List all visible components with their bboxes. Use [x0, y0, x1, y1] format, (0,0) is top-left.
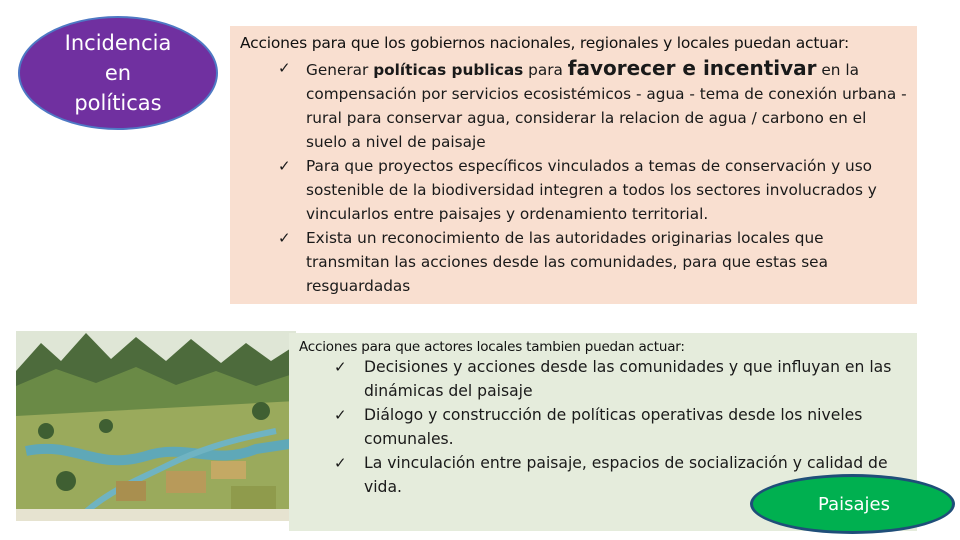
local-actions-heading: Acciones para que actores locales tambien puedan actuar:: [299, 339, 685, 355]
list-item: [299, 403, 907, 451]
check-icon: ✓: [334, 358, 347, 376]
item-mid-text: para: [523, 61, 568, 79]
government-actions-panel: [230, 26, 917, 304]
paisajes-label: Paisajes: [818, 493, 890, 515]
paisajes-oval: [750, 474, 955, 534]
check-icon: ✓: [278, 157, 291, 175]
list-item: [299, 355, 907, 403]
list-item: [240, 56, 907, 154]
landscape-image: [16, 331, 296, 521]
item-rest-text: en la compensación por servicios ecosistémicos - agua - tema de conexión urbana - rural para conservar agua, considerar la relacion de agua / carbono en el suelo a nivel de paisaje: [306, 61, 907, 151]
title-line-2: en: [104, 61, 132, 85]
item-prefix: Generar: [306, 61, 374, 79]
check-icon: ✓: [334, 406, 347, 424]
check-icon: ✓: [278, 229, 291, 247]
check-icon: ✓: [334, 454, 347, 472]
item-text: Para que proyectos específicos vinculados a temas de conservación y uso sostenible de la biodiversidad integren a todos los sectores involucrados y vincularlos entre paisajes y ordenamiento territorial.: [306, 157, 877, 223]
title-line-1: Incidencia: [64, 31, 172, 55]
title-oval: [18, 16, 218, 130]
item-bold-text: políticas publicas: [373, 61, 524, 79]
government-actions-heading: Acciones para que los gobiernos nacionales, regionales y locales puedan actuar:: [240, 34, 850, 52]
item-text: Decisiones y acciones desde las comunidades y que influyan en las dinámicas del paisaje: [364, 358, 892, 400]
government-actions-list: [240, 56, 907, 298]
landscape-illustration: [16, 331, 296, 521]
title-line-3: políticas: [74, 91, 162, 115]
item-text: La vinculación entre paisaje, espacios de socialización y calidad de vida.: [364, 454, 888, 496]
check-icon: ✓: [278, 59, 291, 77]
item-emphasis-text: favorecer e incentivar: [567, 56, 817, 80]
list-item: [240, 154, 907, 226]
list-item: [240, 226, 907, 298]
item-text: Diálogo y construcción de políticas operativas desde los niveles comunales.: [364, 406, 863, 448]
item-text: Exista un reconocimiento de las autoridades originarias locales que transmitan las acciones desde las comunidades, para que estas sea resguardadas: [306, 229, 828, 295]
